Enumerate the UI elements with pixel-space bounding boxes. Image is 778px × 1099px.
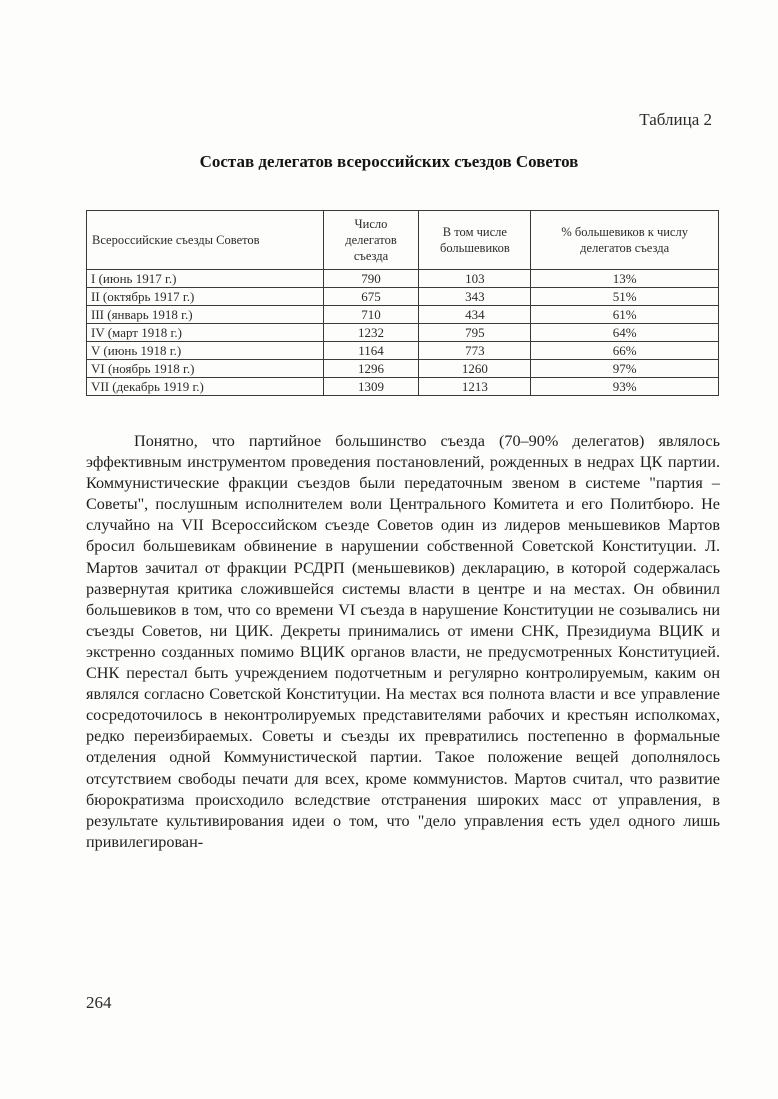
page-number: 264 (86, 993, 112, 1012)
table-row (87, 360, 719, 378)
cell-bolsheviks: 434 (419, 306, 531, 324)
cell-bolsheviks: 795 (419, 324, 531, 342)
cell-percent: 93% (531, 378, 719, 396)
cell-bolsheviks: 343 (419, 288, 531, 306)
cell-percent: 97% (531, 360, 719, 378)
table-row (87, 342, 719, 360)
table-row (87, 378, 719, 396)
table-row (87, 324, 719, 342)
cell-percent: 51% (531, 288, 719, 306)
header-bolsheviks: В том числе большевиков (419, 211, 531, 270)
header-delegates: Число делегатов съезда (323, 211, 419, 270)
cell-congress: VI (ноябрь 1918 г.) (87, 360, 324, 378)
cell-bolsheviks: 103 (419, 270, 531, 288)
cell-delegates: 790 (323, 270, 419, 288)
table-title: Состав делегатов всероссийских съездов Советов (199, 152, 579, 171)
table-header-row (87, 211, 719, 270)
cell-percent: 13% (531, 270, 719, 288)
cell-delegates: 675 (323, 288, 419, 306)
cell-congress: IV (март 1918 г.) (87, 324, 324, 342)
cell-percent: 61% (531, 306, 719, 324)
cell-congress: III (январь 1918 г.) (87, 306, 324, 324)
delegates-table (86, 210, 719, 396)
table-row (87, 288, 719, 306)
cell-delegates: 1232 (323, 324, 419, 342)
cell-percent: 66% (531, 342, 719, 360)
cell-delegates: 710 (323, 306, 419, 324)
cell-congress: V (июнь 1918 г.) (87, 342, 324, 360)
header-congress: Всероссийские съезды Советов (87, 211, 324, 270)
cell-congress: I (июнь 1917 г.) (87, 270, 324, 288)
cell-congress: II (октябрь 1917 г.) (87, 288, 324, 306)
cell-delegates: 1164 (323, 342, 419, 360)
body-paragraph: Понятно, что партийное большинство съезда (70–90% делегатов) являлось эффективным инструментом проведения постановлений, рожденных в недрах ЦК партии. Коммунистические фракции съездов были передаточным звеном в системе "партия – Советы", послушным исполнителем воли Центрального Комитета и его Политбюро. Не случайно на VII Всероссийском съезде Советов один из лидеров меньшевиков Мартов бросил большевикам обвинение в нарушении собственной Советской Конституции. Л. Мартов зачитал от фракции РСДРП (меньшевиков) декларацию, в которой содержалась развернутая критика сложившейся системы власти в центре и на местах. Он обвинил большевиков в том, что со времени VI съезда в нарушение Конституции не созывались ни съезды Советов, ни ЦИК. Декреты принимались от имени СНК, Президиума ВЦИК и экстренно созданных помимо ВЦИК органов власти, не предусмотренных Конституцией. СНК перестал быть учреждением подотчетным и регулярно контролируемым, каким он являлся согласно Советской Конституции. На местах вся полнота власти и все управление сосредоточилось в неконтролируемых представителями рабочих и крестьян исполкомах, редко переизбираемых. Советы и съезды их превратились постепенно в формальные отделения одной Коммунистической партии. Такое положение вещей дополнялось отсутствием свободы печати для всех, кроме коммунистов. Мартов считал, что развитие бюрократизма происходило вследствие отстранения широких масс от управления, в результате культивирования идеи о том, что "дело управления есть удел одного лишь привилегирован- (86, 432, 720, 851)
cell-bolsheviks: 773 (419, 342, 531, 360)
cell-delegates: 1296 (323, 360, 419, 378)
cell-congress: VII (декабрь 1919 г.) (87, 378, 324, 396)
table-row (87, 306, 719, 324)
cell-delegates: 1309 (323, 378, 419, 396)
table-label: Таблица 2 (639, 110, 712, 129)
header-percent: % большевиков к числу делегатов съезда (531, 211, 719, 270)
cell-bolsheviks: 1260 (419, 360, 531, 378)
cell-percent: 64% (531, 324, 719, 342)
cell-bolsheviks: 1213 (419, 378, 531, 396)
table-row (87, 270, 719, 288)
